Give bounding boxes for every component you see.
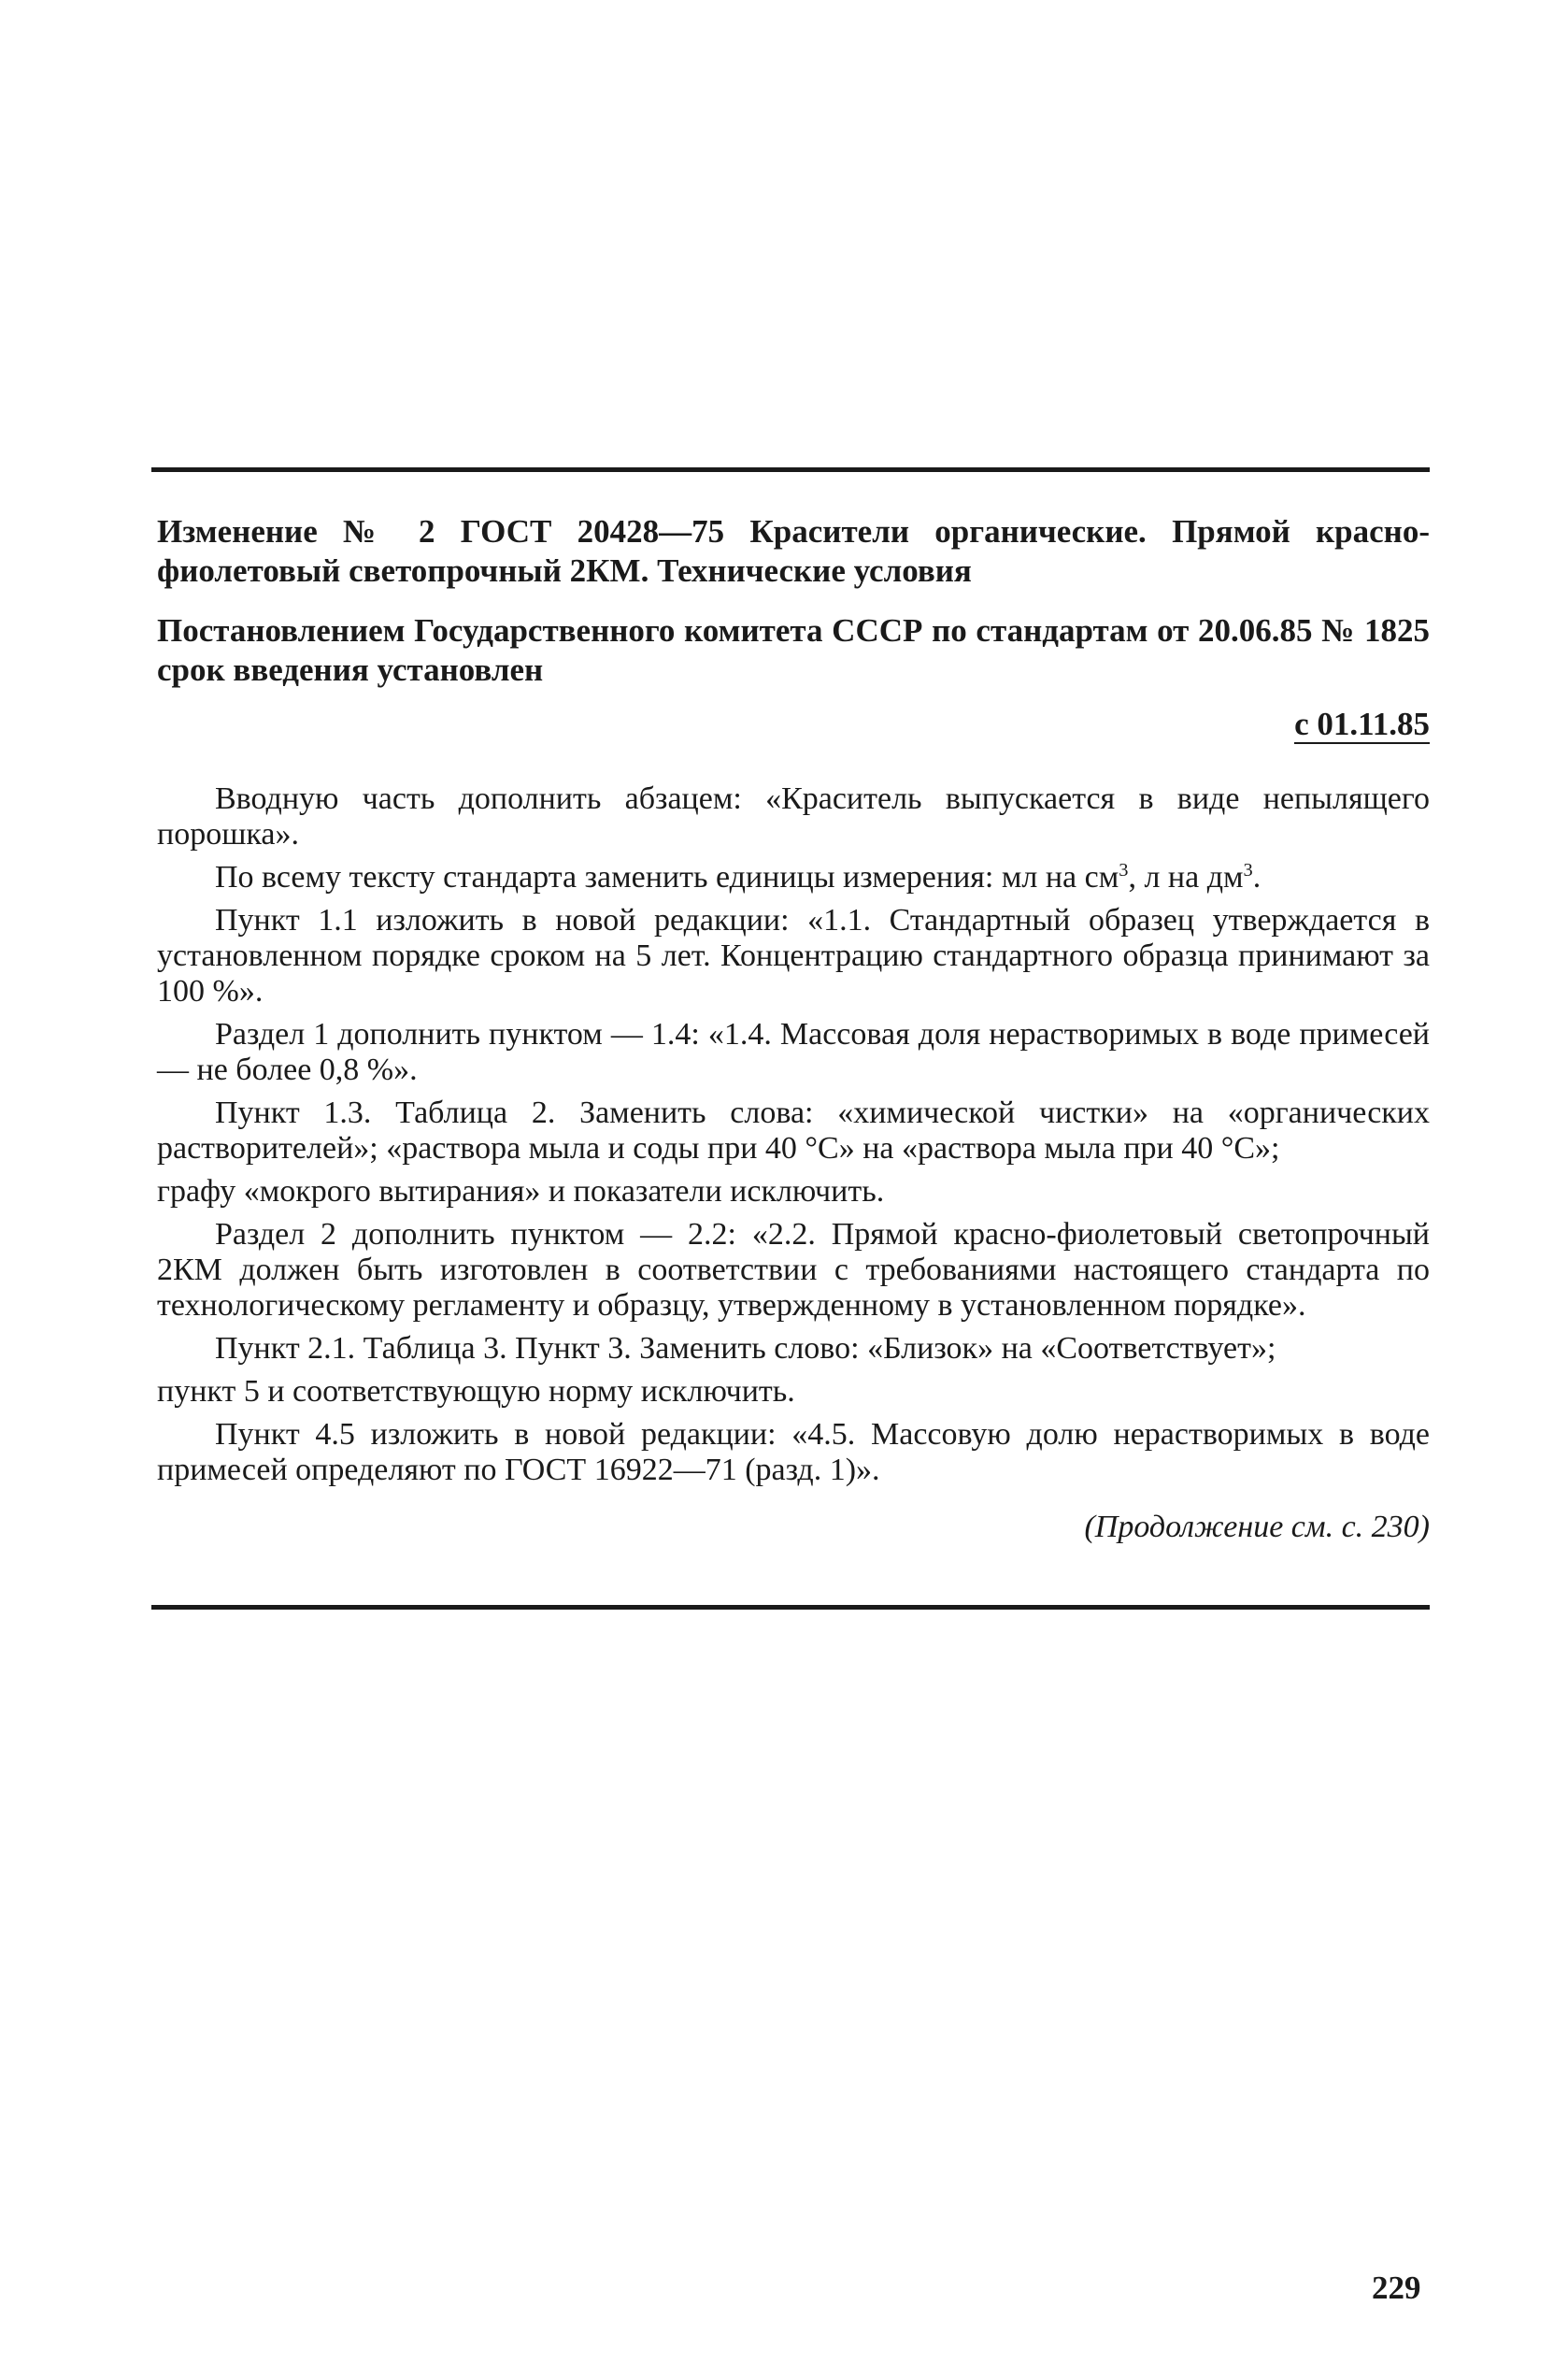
paragraph-text: , л на дм bbox=[1128, 860, 1244, 895]
amendment-block bbox=[157, 512, 1430, 1546]
paragraph: Раздел 2 дополнить пунктом — 2.2: «2.2. Прямой красно-фиолетовый светопрочный 2КМ должен быть изготовлен в соответствии с требованиями настоящего стандарта по технологическому регламенту и образцу, утвержденному в установленном порядке». bbox=[157, 1217, 1430, 1323]
amendment-body bbox=[157, 781, 1430, 1488]
paragraph-text: . bbox=[1252, 860, 1262, 895]
superscript: 3 bbox=[1243, 859, 1253, 881]
paragraph-units bbox=[157, 860, 1430, 895]
paragraph: пункт 5 и соответствующую норму исключить. bbox=[157, 1374, 795, 1409]
paragraph-text: По всему тексту стандарта заменить единицы измерения: мл на см bbox=[215, 860, 1119, 895]
paragraph: Пункт 2.1. Таблица 3. Пункт 3. Заменить слово: «Близок» на «Соответствует»; bbox=[215, 1331, 1276, 1366]
top-rule bbox=[151, 467, 1430, 472]
paragraph: Вводную часть дополнить абзацем: «Краситель выпускается в виде непылящего порошка». bbox=[157, 781, 1430, 852]
effective-date-text: с 01.11.85 bbox=[1294, 706, 1430, 742]
paragraph: Пункт 1.3. Таблица 2. Заменить слова: «химической чистки» на «органических растворителей»; «раствора мыла и соды при 40 °С» на «раствора мыла при 40 °С»; bbox=[157, 1096, 1430, 1166]
paragraph: Пункт 4.5 изложить в новой редакции: «4.5. Массовую долю нерастворимых в воде примесей определяют по ГОСТ 16922—71 (разд. 1)». bbox=[157, 1417, 1430, 1487]
continuation-note: (Продолжение см. с. 230) bbox=[1084, 1510, 1430, 1544]
paragraph: Раздел 1 дополнить пунктом — 1.4: «1.4. Массовая доля нерастворимых в воде примесей — не более 0,8 %». bbox=[157, 1017, 1430, 1087]
effective-date bbox=[157, 705, 1430, 744]
bottom-rule bbox=[151, 1605, 1430, 1610]
amendment-title: Изменение № 2 ГОСТ 20428—75 Красители органические. Прямой красно-фиолетовый светопрочный 2КМ. Технические условия bbox=[157, 513, 1430, 589]
paragraph: Пункт 1.1 изложить в новой редакции: «1.1. Стандартный образец утверждается в установленном порядке сроком на 5 лет. Концентрацию стандартного образца принимают за 100 %». bbox=[157, 903, 1430, 1009]
paragraph: графу «мокрого вытирания» и показатели исключить. bbox=[157, 1174, 885, 1209]
superscript: 3 bbox=[1119, 859, 1129, 881]
page-number: 229 bbox=[1372, 2270, 1421, 2306]
decree-text: Постановлением Государственного комитета СССР по стандартам от 20.06.85 № 1825 срок введения установлен bbox=[157, 612, 1430, 688]
